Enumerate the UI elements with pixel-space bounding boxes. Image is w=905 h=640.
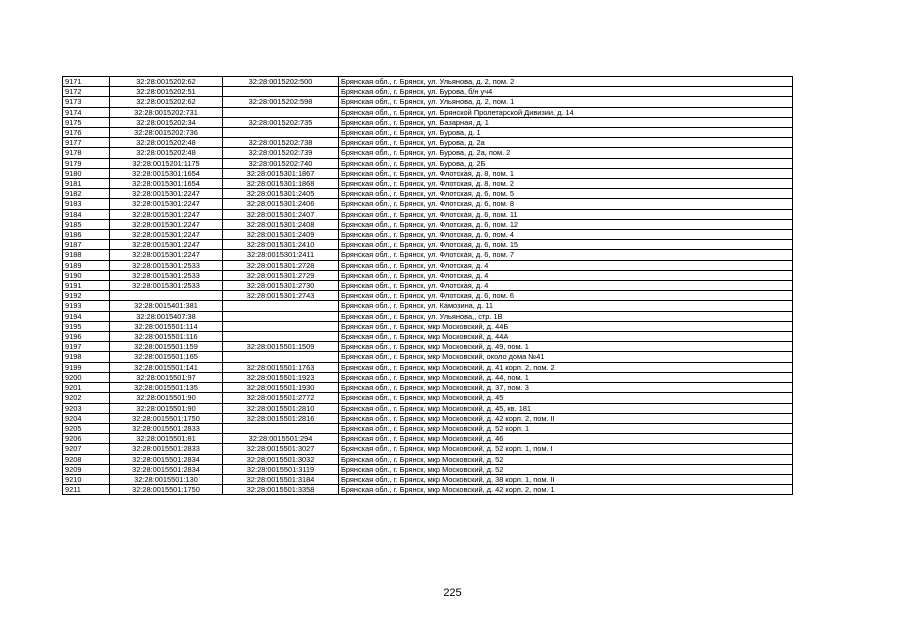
row-number-cell: 9180 (63, 168, 110, 178)
row-number-cell: 9177 (63, 138, 110, 148)
row-number-cell: 9176 (63, 128, 110, 138)
object-number-cell: 32:28:0015501:2810 (223, 403, 339, 413)
object-number-cell: 32:28:0015301:2743 (223, 291, 339, 301)
table-row (63, 87, 793, 97)
address-cell: Брянская обл., г. Брянск, мкр Московский, д. 44, пом. 1 (339, 372, 793, 382)
object-number-cell: 32:28:0015301:2730 (223, 281, 339, 291)
table-row (63, 332, 793, 342)
table-row (63, 474, 793, 484)
table-row (63, 158, 793, 168)
object-number-cell (223, 423, 339, 433)
cadastral-number-cell: 32:28:0015202:48 (110, 148, 223, 158)
table-row (63, 454, 793, 464)
cadastral-number-cell: 32:28:0015301:2533 (110, 270, 223, 280)
address-cell: Брянская обл., г. Брянск, ул. Бурова, д. 1 (339, 128, 793, 138)
cadastral-number-cell: 32:28:0015501:130 (110, 474, 223, 484)
object-number-cell: 32:28:0015301:2409 (223, 230, 339, 240)
table-row (63, 270, 793, 280)
object-number-cell (223, 107, 339, 117)
object-number-cell: 32:28:0015501:3119 (223, 464, 339, 474)
row-number-cell: 9194 (63, 311, 110, 321)
row-number-cell: 9171 (63, 77, 110, 87)
table-row (63, 485, 793, 495)
row-number-cell: 9183 (63, 199, 110, 209)
object-number-cell: 32:28:0015501:294 (223, 434, 339, 444)
table-row (63, 352, 793, 362)
cadastral-number-cell: 32:28:0015501:2833 (110, 423, 223, 433)
cadastral-number-cell: 32:28:0015202:736 (110, 128, 223, 138)
object-number-cell: 32:28:0015301:2408 (223, 219, 339, 229)
object-number-cell: 32:28:0015301:2729 (223, 270, 339, 280)
row-number-cell: 9207 (63, 444, 110, 454)
table-row (63, 423, 793, 433)
cadastral-number-cell: 32:28:0015202:731 (110, 107, 223, 117)
row-number-cell: 9189 (63, 260, 110, 270)
object-number-cell (223, 301, 339, 311)
object-number-cell: 32:28:0015202:735 (223, 117, 339, 127)
address-cell: Брянская обл., г. Брянск, мкр Московский, д. 41 корп. 2, пом. 2 (339, 362, 793, 372)
address-cell: Брянская обл., г. Брянск, ул. Флотская, д. 6, пом. 8 (339, 199, 793, 209)
table-row (63, 464, 793, 474)
row-number-cell: 9209 (63, 464, 110, 474)
cadastral-number-cell: 32:28:0015501:116 (110, 332, 223, 342)
row-number-cell: 9191 (63, 281, 110, 291)
address-cell: Брянская обл., г. Брянск, ул. Флотская, д. 6, пом. 7 (339, 250, 793, 260)
table-row (63, 413, 793, 423)
address-cell: Брянская обл., г. Брянск, ул. Флотская, д. 8, пом. 2 (339, 179, 793, 189)
object-number-cell: 32:28:0015501:2772 (223, 393, 339, 403)
cadastral-number-cell: 32:28:0015301:2533 (110, 281, 223, 291)
cadastral-number-cell: 32:28:0015501:90 (110, 403, 223, 413)
address-cell: Брянская обл., г. Брянск, мкр Московский, д. 42 корп. 2, пом. 1 (339, 485, 793, 495)
table-row (63, 393, 793, 403)
cadastral-number-cell: 32:28:0015401:381 (110, 301, 223, 311)
object-number-cell: 32:28:0015301:2411 (223, 250, 339, 260)
cadastral-number-cell: 32:28:0015301:2533 (110, 260, 223, 270)
address-cell: Брянская обл., г. Брянск, мкр Московский, д. 38 корп. 1, пом. II (339, 474, 793, 484)
address-cell: Брянская обл., г. Брянск, мкр Московский, д. 42 корп. 2, пом. II (339, 413, 793, 423)
cadastral-number-cell: 32:28:0015501:2834 (110, 454, 223, 464)
object-number-cell: 32:28:0015202:500 (223, 77, 339, 87)
table-row (63, 128, 793, 138)
page-number: 225 (443, 587, 462, 599)
address-cell: Брянская обл., г. Брянск, мкр Московский, д. 52 корп. 1 (339, 423, 793, 433)
object-number-cell: 32:28:0015301:2406 (223, 199, 339, 209)
object-number-cell: 32:28:0015501:3358 (223, 485, 339, 495)
address-cell: Брянская обл., г. Брянск, ул. Флотская, д. 6, пом. 12 (339, 219, 793, 229)
table-row (63, 179, 793, 189)
cadastral-number-cell: 32:28:0015501:1750 (110, 413, 223, 423)
table-row (63, 383, 793, 393)
row-number-cell: 9173 (63, 97, 110, 107)
object-number-cell: 32:28:0015301:2405 (223, 189, 339, 199)
address-cell: Брянская обл., г. Брянск, мкр Московский, д. 37, пом. 3 (339, 383, 793, 393)
cadastral-number-cell: 32:28:0015301:2247 (110, 230, 223, 240)
object-number-cell: 32:28:0015501:1509 (223, 342, 339, 352)
row-number-cell: 9184 (63, 209, 110, 219)
table-row (63, 291, 793, 301)
object-number-cell: 32:28:0015301:1868 (223, 179, 339, 189)
address-cell: Брянская обл., г. Брянск, ул. Флотская, д. 4 (339, 260, 793, 270)
cadastral-number-cell: 32:28:0015501:159 (110, 342, 223, 352)
cadastral-number-cell: 32:28:0015301:2247 (110, 189, 223, 199)
address-cell: Брянская обл., г. Брянск, ул. Бурова, д. 2Б (339, 158, 793, 168)
object-number-cell: 32:28:0015501:3184 (223, 474, 339, 484)
row-number-cell: 9190 (63, 270, 110, 280)
object-number-cell: 32:28:0015301:2728 (223, 260, 339, 270)
registry-table-body (63, 77, 793, 495)
table-row (63, 199, 793, 209)
cadastral-number-cell: 32:28:0015501:97 (110, 372, 223, 382)
address-cell: Брянская обл., г. Брянск, ул. Флотская, д. 6, пом. 5 (339, 189, 793, 199)
object-number-cell: 32:28:0015301:2410 (223, 240, 339, 250)
address-cell: Брянская обл., г. Брянск, мкр Московский, д. 45 (339, 393, 793, 403)
row-number-cell: 9175 (63, 117, 110, 127)
address-cell: Брянская обл., г. Брянск, ул. Флотская, д. 6, пом. 15 (339, 240, 793, 250)
table-row (63, 281, 793, 291)
row-number-cell: 9205 (63, 423, 110, 433)
cadastral-number-cell: 32:28:0015201:1175 (110, 158, 223, 168)
address-cell: Брянская обл., г. Брянск, мкр Московский, д. 44Б (339, 321, 793, 331)
row-number-cell: 9181 (63, 179, 110, 189)
address-cell: Брянская обл., г. Брянск, мкр Московский, д. 52 (339, 464, 793, 474)
address-cell: Брянская обл., г. Брянск, ул. Брянской Пролетарской Дивизии, д. 14 (339, 107, 793, 117)
row-number-cell: 9188 (63, 250, 110, 260)
row-number-cell: 9200 (63, 372, 110, 382)
cadastral-number-cell: 32:28:0015501:165 (110, 352, 223, 362)
address-cell: Брянская обл., г. Брянск, мкр Московский, д. 46 (339, 434, 793, 444)
table-row (63, 189, 793, 199)
cadastral-number-cell: 32:28:0015501:2833 (110, 444, 223, 454)
address-cell: Брянская обл., г. Брянск, мкр Московский, д. 45, кв. 181 (339, 403, 793, 413)
address-cell: Брянская обл., г. Брянск, ул. Флотская, д. 6, пом. 4 (339, 230, 793, 240)
object-number-cell: 32:28:0015501:2816 (223, 413, 339, 423)
cadastral-number-cell: 32:28:0015202:48 (110, 138, 223, 148)
table-row (63, 372, 793, 382)
table-row (63, 138, 793, 148)
row-number-cell: 9208 (63, 454, 110, 464)
cadastral-number-cell: 32:28:0015501:81 (110, 434, 223, 444)
address-cell: Брянская обл., г. Брянск, ул. Флотская, д. 6, пом. 11 (339, 209, 793, 219)
object-number-cell (223, 352, 339, 362)
row-number-cell: 9193 (63, 301, 110, 311)
object-number-cell: 32:28:0015202:740 (223, 158, 339, 168)
object-number-cell: 32:28:0015301:1867 (223, 168, 339, 178)
address-cell: Брянская обл., г. Брянск, ул. Ульянова, д. 2, пом. 2 (339, 77, 793, 87)
cadastral-number-cell: 32:28:0015501:2834 (110, 464, 223, 474)
object-number-cell: 32:28:0015501:1930 (223, 383, 339, 393)
row-number-cell: 9186 (63, 230, 110, 240)
object-number-cell (223, 87, 339, 97)
cadastral-number-cell: 32:28:0015202:62 (110, 77, 223, 87)
cadastral-number-cell: 32:28:0015301:2247 (110, 219, 223, 229)
table-row (63, 240, 793, 250)
row-number-cell: 9201 (63, 383, 110, 393)
table-row (63, 117, 793, 127)
address-cell: Брянская обл., г. Брянск, ул. Флотская, д. 4 (339, 270, 793, 280)
cadastral-number-cell: 32:28:0015501:1750 (110, 485, 223, 495)
row-number-cell: 9192 (63, 291, 110, 301)
row-number-cell: 9174 (63, 107, 110, 117)
cadastral-number-cell: 32:28:0015501:90 (110, 393, 223, 403)
object-number-cell: 32:28:0015501:1763 (223, 362, 339, 372)
registry-table (62, 76, 793, 495)
cadastral-number-cell: 32:28:0015202:34 (110, 117, 223, 127)
object-number-cell: 32:28:0015202:738 (223, 138, 339, 148)
address-cell: Брянская обл., г. Брянск, ул. Базарная, д. 1 (339, 117, 793, 127)
row-number-cell: 9185 (63, 219, 110, 229)
table-row (63, 209, 793, 219)
cadastral-number-cell: 32:28:0015301:2247 (110, 199, 223, 209)
object-number-cell: 32:28:0015501:3032 (223, 454, 339, 464)
table-row (63, 260, 793, 270)
table-row (63, 168, 793, 178)
row-number-cell: 9206 (63, 434, 110, 444)
row-number-cell: 9195 (63, 321, 110, 331)
table-row (63, 301, 793, 311)
address-cell: Брянская обл., г. Брянск, ул. Флотская, д. 8, пом. 1 (339, 168, 793, 178)
object-number-cell (223, 332, 339, 342)
row-number-cell: 9178 (63, 148, 110, 158)
table-row (63, 342, 793, 352)
object-number-cell: 32:28:0015202:598 (223, 97, 339, 107)
cadastral-number-cell: 32:28:0015301:1654 (110, 179, 223, 189)
table-row (63, 219, 793, 229)
row-number-cell: 9172 (63, 87, 110, 97)
table-row (63, 107, 793, 117)
cadastral-number-cell (110, 291, 223, 301)
address-cell: Брянская обл., г. Брянск, мкр Московский, д. 44А (339, 332, 793, 342)
cadastral-number-cell: 32:28:0015501:141 (110, 362, 223, 372)
object-number-cell (223, 128, 339, 138)
cadastral-number-cell: 32:28:0015301:2247 (110, 250, 223, 260)
address-cell: Брянская обл., г. Брянск, ул. Флотская, д. 4 (339, 281, 793, 291)
cadastral-number-cell: 32:28:0015301:1654 (110, 168, 223, 178)
row-number-cell: 9196 (63, 332, 110, 342)
row-number-cell: 9197 (63, 342, 110, 352)
row-number-cell: 9199 (63, 362, 110, 372)
object-number-cell: 32:28:0015301:2407 (223, 209, 339, 219)
address-cell: Брянская обл., г. Брянск, ул. Бурова, б/н уч4 (339, 87, 793, 97)
address-cell: Брянская обл., г. Брянск, ул. Флотская, д. 6, пом. 6 (339, 291, 793, 301)
row-number-cell: 9211 (63, 485, 110, 495)
row-number-cell: 9187 (63, 240, 110, 250)
object-number-cell: 32:28:0015501:3027 (223, 444, 339, 454)
cadastral-number-cell: 32:28:0015202:51 (110, 87, 223, 97)
table-row (63, 434, 793, 444)
address-cell: Брянская обл., г. Брянск, мкр Московский, д. 52 корп. 1, пом. I (339, 444, 793, 454)
table-row (63, 403, 793, 413)
row-number-cell: 9179 (63, 158, 110, 168)
address-cell: Брянская обл., г. Брянск, мкр Московский, около дома №41 (339, 352, 793, 362)
row-number-cell: 9210 (63, 474, 110, 484)
cadastral-number-cell: 32:28:0015301:2247 (110, 240, 223, 250)
address-cell: Брянская обл., г. Брянск, ул. Ульянова,, стр. 1В (339, 311, 793, 321)
address-cell: Брянская обл., г. Брянск, ул. Ульянова, д. 2, пом. 1 (339, 97, 793, 107)
row-number-cell: 9198 (63, 352, 110, 362)
row-number-cell: 9182 (63, 189, 110, 199)
table-row (63, 362, 793, 372)
object-number-cell: 32:28:0015501:1923 (223, 372, 339, 382)
table-row (63, 311, 793, 321)
cadastral-number-cell: 32:28:0015407:38 (110, 311, 223, 321)
table-row (63, 321, 793, 331)
table-row (63, 77, 793, 87)
table-row (63, 444, 793, 454)
table-row (63, 250, 793, 260)
address-cell: Брянская обл., г. Брянск, мкр Московский, д. 52 (339, 454, 793, 464)
object-number-cell (223, 321, 339, 331)
address-cell: Брянская обл., г. Брянск, ул. Бурова, д. 2а (339, 138, 793, 148)
cadastral-number-cell: 32:28:0015501:135 (110, 383, 223, 393)
address-cell: Брянская обл., г. Брянск, ул. Бурова, д. 2а, пом. 2 (339, 148, 793, 158)
cadastral-number-cell: 32:28:0015301:2247 (110, 209, 223, 219)
row-number-cell: 9202 (63, 393, 110, 403)
cadastral-number-cell: 32:28:0015202:62 (110, 97, 223, 107)
table-row (63, 230, 793, 240)
table-row (63, 148, 793, 158)
address-cell: Брянская обл., г. Брянск, мкр Московский, д. 49, пом. 1 (339, 342, 793, 352)
row-number-cell: 9203 (63, 403, 110, 413)
table-row (63, 97, 793, 107)
row-number-cell: 9204 (63, 413, 110, 423)
cadastral-number-cell: 32:28:0015501:114 (110, 321, 223, 331)
object-number-cell: 32:28:0015202:739 (223, 148, 339, 158)
object-number-cell (223, 311, 339, 321)
address-cell: Брянская обл., г. Брянск, ул. Камозина, д. 11 (339, 301, 793, 311)
